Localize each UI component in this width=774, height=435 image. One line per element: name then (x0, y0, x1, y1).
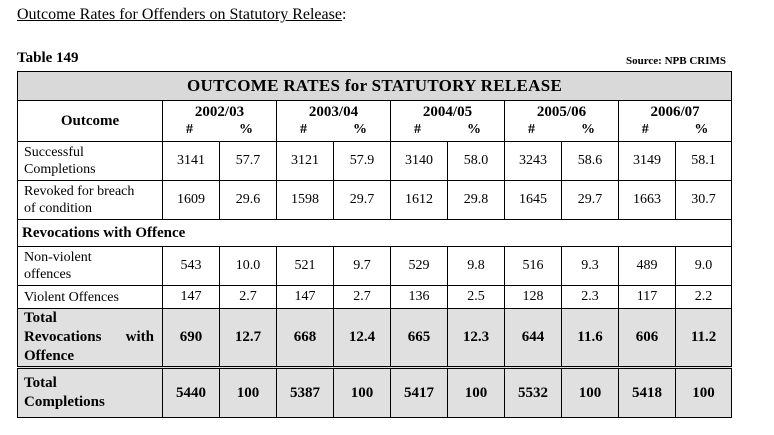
table-title-row (18, 72, 732, 101)
row-label (18, 181, 163, 220)
cell-count: 516 (505, 247, 562, 286)
year-header (163, 101, 277, 142)
cell-pct: 9.0 (676, 247, 732, 286)
pct-symbol: % (353, 122, 367, 137)
cell-count: 147 (277, 286, 334, 309)
count-symbol: # (641, 122, 649, 137)
table-row-total-completions (18, 368, 732, 418)
year-label: 2005/06 (536, 104, 587, 120)
cell-count: 644 (505, 309, 562, 368)
cell-count: 543 (163, 247, 220, 286)
cell-count: 117 (619, 286, 676, 309)
table-title: OUTCOME RATES for STATUTORY RELEASE (18, 72, 732, 101)
cell-pct: 12.7 (220, 309, 277, 368)
row-label-line: Completions (24, 394, 105, 410)
cell-count: 1645 (505, 181, 562, 220)
cell-count: 529 (391, 247, 448, 286)
cell-pct: 10.0 (220, 247, 277, 286)
header-row (18, 101, 732, 142)
table-row-successful (18, 142, 732, 181)
count-symbol: # (414, 122, 421, 137)
outcome-header: Outcome (18, 101, 163, 142)
cell-count: 1612 (391, 181, 448, 220)
row-label-line: Completions (24, 162, 96, 177)
cell-count: 136 (391, 286, 448, 309)
year-header (391, 101, 505, 142)
cell-pct: 58.0 (448, 142, 505, 181)
page-heading-colon: : (341, 6, 347, 23)
count-symbol: # (186, 122, 193, 137)
cell-count: 3243 (505, 142, 562, 181)
row-label-line: Successful (24, 145, 84, 160)
cell-pct: 100 (562, 368, 619, 418)
cell-pct: 2.7 (220, 286, 277, 309)
cell-count: 5532 (505, 368, 562, 418)
cell-count: 665 (391, 309, 448, 368)
page-heading (17, 6, 346, 24)
table-row-nonviolent (18, 247, 732, 286)
cell-count: 1663 (619, 181, 676, 220)
cell-count: 668 (277, 309, 334, 368)
section-label: Revocations with Offence (18, 220, 732, 247)
cell-pct: 29.7 (562, 181, 619, 220)
row-label-line: Non-violent (24, 250, 92, 265)
row-label-line: Offence (24, 348, 74, 364)
cell-pct: 2.7 (334, 286, 391, 309)
year-header (277, 101, 391, 142)
cell-pct: 29.7 (334, 181, 391, 220)
cell-pct: 12.3 (448, 309, 505, 368)
cell-pct: 9.7 (334, 247, 391, 286)
cell-count: 128 (505, 286, 562, 309)
row-label (18, 309, 163, 368)
cell-pct: 9.8 (448, 247, 505, 286)
year-header (619, 101, 732, 142)
cell-count: 489 (619, 247, 676, 286)
cell-count: 3140 (391, 142, 448, 181)
cell-pct: 2.2 (676, 286, 732, 309)
cell-pct: 2.5 (448, 286, 505, 309)
cell-count: 3121 (277, 142, 334, 181)
cell-count: 606 (619, 309, 676, 368)
cell-pct: 57.9 (334, 142, 391, 181)
row-label-line: of condition (24, 201, 93, 216)
cell-count: 521 (277, 247, 334, 286)
cell-pct: 29.6 (220, 181, 277, 220)
pct-symbol: % (581, 122, 595, 137)
cell-pct: 100 (676, 368, 732, 418)
cell-pct: 11.6 (562, 309, 619, 368)
table-number: Table 149 (17, 50, 79, 66)
source-note: Source: NPB CRIMS (625, 55, 726, 67)
cell-count: 5418 (619, 368, 676, 418)
row-label-line: Revoked for breach (24, 184, 135, 199)
cell-pct: 100 (334, 368, 391, 418)
row-label-line: Total (24, 375, 57, 391)
row-label (18, 368, 163, 418)
cell-count: 690 (163, 309, 220, 368)
cell-pct: 2.3 (562, 286, 619, 309)
cell-pct: 9.3 (562, 247, 619, 286)
cell-pct: 12.4 (334, 309, 391, 368)
year-label: 2002/03 (194, 104, 245, 120)
cell-pct: 58.1 (676, 142, 732, 181)
cell-count: 5417 (391, 368, 448, 418)
row-label: Violent Offences (18, 286, 163, 309)
cell-pct: 11.2 (676, 309, 732, 368)
cell-pct: 29.8 (448, 181, 505, 220)
year-label: 2006/07 (650, 104, 700, 120)
table-row-violent (18, 286, 732, 309)
row-label (18, 142, 163, 181)
section-row (18, 220, 732, 247)
cell-count: 3141 (163, 142, 220, 181)
cell-count: 147 (163, 286, 220, 309)
page-heading-text: Outcome Rates for Offenders on Statutory Release (17, 6, 342, 23)
outcome-rates-table (17, 71, 732, 418)
table-row-total-revocations (18, 309, 732, 368)
table-row-revoked (18, 181, 732, 220)
count-symbol: # (300, 122, 307, 137)
pct-symbol: % (694, 122, 709, 137)
cell-pct: 57.7 (220, 142, 277, 181)
pct-symbol: % (467, 122, 481, 137)
year-label: 2004/05 (422, 104, 473, 120)
cell-pct: 30.7 (676, 181, 732, 220)
pct-symbol: % (239, 122, 253, 137)
cell-pct: 58.6 (562, 142, 619, 181)
cell-pct: 100 (220, 368, 277, 418)
cell-count: 5440 (163, 368, 220, 418)
cell-count: 5387 (277, 368, 334, 418)
row-label-line: Revocations with (24, 329, 154, 345)
cell-count: 3149 (619, 142, 676, 181)
year-header (505, 101, 619, 142)
row-label (18, 247, 163, 286)
cell-count: 1609 (163, 181, 220, 220)
row-label-line: Total (24, 310, 57, 326)
cell-pct: 100 (448, 368, 505, 418)
count-symbol: # (528, 122, 535, 137)
row-label-line: offences (24, 267, 72, 282)
cell-count: 1598 (277, 181, 334, 220)
year-label: 2003/04 (308, 104, 359, 120)
